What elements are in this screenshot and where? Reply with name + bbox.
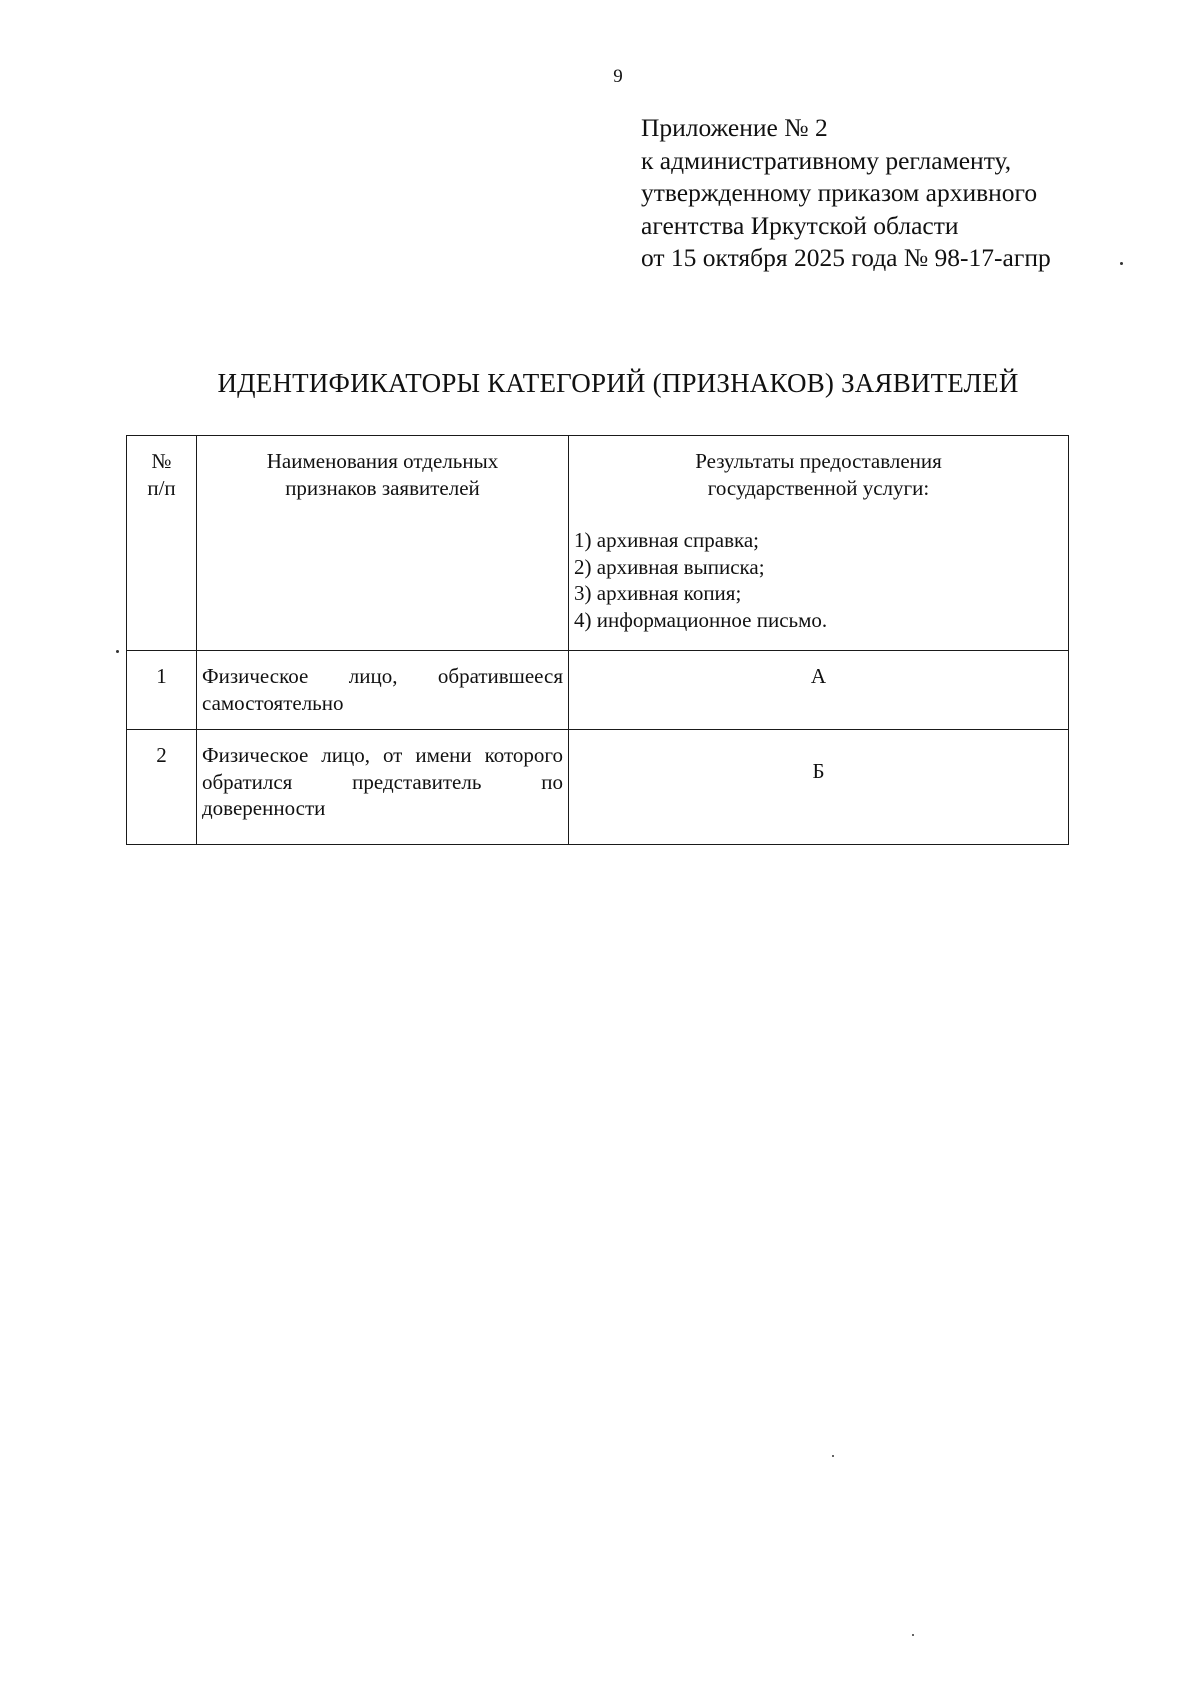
scan-speck xyxy=(116,650,119,653)
results-list-item: 1) архивная справка; xyxy=(574,528,760,552)
appendix-line: утвержденному приказом архивного xyxy=(641,178,1038,207)
header-number-sublabel: п/п xyxy=(147,475,176,500)
appendix-line: Приложение № 2 xyxy=(641,113,828,142)
scan-speck xyxy=(912,1634,914,1636)
page-number: 9 xyxy=(613,66,623,87)
appendix-note xyxy=(641,112,1051,275)
results-list xyxy=(569,527,1068,633)
scan-speck xyxy=(832,1455,834,1457)
row-number: 2 xyxy=(127,730,197,845)
document-title: ИДЕНТИФИКАТОРЫ КАТЕГОРИЙ (ПРИЗНАКОВ) ЗАЯВИТЕЛЕЙ xyxy=(217,368,1019,398)
results-list-item: 2) архивная выписка; xyxy=(574,554,765,579)
table-header-row xyxy=(127,436,1069,651)
header-name-cell xyxy=(197,436,569,651)
identifiers-table xyxy=(126,435,1069,845)
appendix-line: от 15 октября 2025 года № 98-17-агпр xyxy=(641,243,1051,272)
row-identifier-code: А xyxy=(569,651,1069,730)
results-list-item: 3) архивная копия; xyxy=(574,581,742,605)
header-results-line: государственной услуги: xyxy=(707,475,930,500)
appendix-line: агентства Иркутской области xyxy=(641,210,959,240)
header-results-heading xyxy=(569,448,1068,501)
appendix-line: к административному регламенту, xyxy=(641,145,1012,175)
header-number-label: № xyxy=(151,449,172,473)
row-identifier-code: Б xyxy=(569,730,1069,845)
header-results-line: Результаты предоставления xyxy=(695,449,942,473)
results-list-item: 4) информационное письмо. xyxy=(574,607,828,632)
row-number: 1 xyxy=(127,651,197,730)
scan-speck xyxy=(1120,262,1123,265)
row-applicant-name: Физическое лицо, от имени которого обратился представитель по доверенности xyxy=(197,730,569,845)
table-row xyxy=(127,651,1069,730)
header-name-line: Наименования отдельных xyxy=(266,449,499,473)
header-name-line: признаков заявителей xyxy=(285,475,480,500)
row-applicant-name: Физическое лицо, обратившееся самостоятельно xyxy=(197,651,569,730)
header-number-cell xyxy=(127,436,197,651)
header-results-cell xyxy=(569,436,1069,651)
table-row xyxy=(127,730,1069,845)
